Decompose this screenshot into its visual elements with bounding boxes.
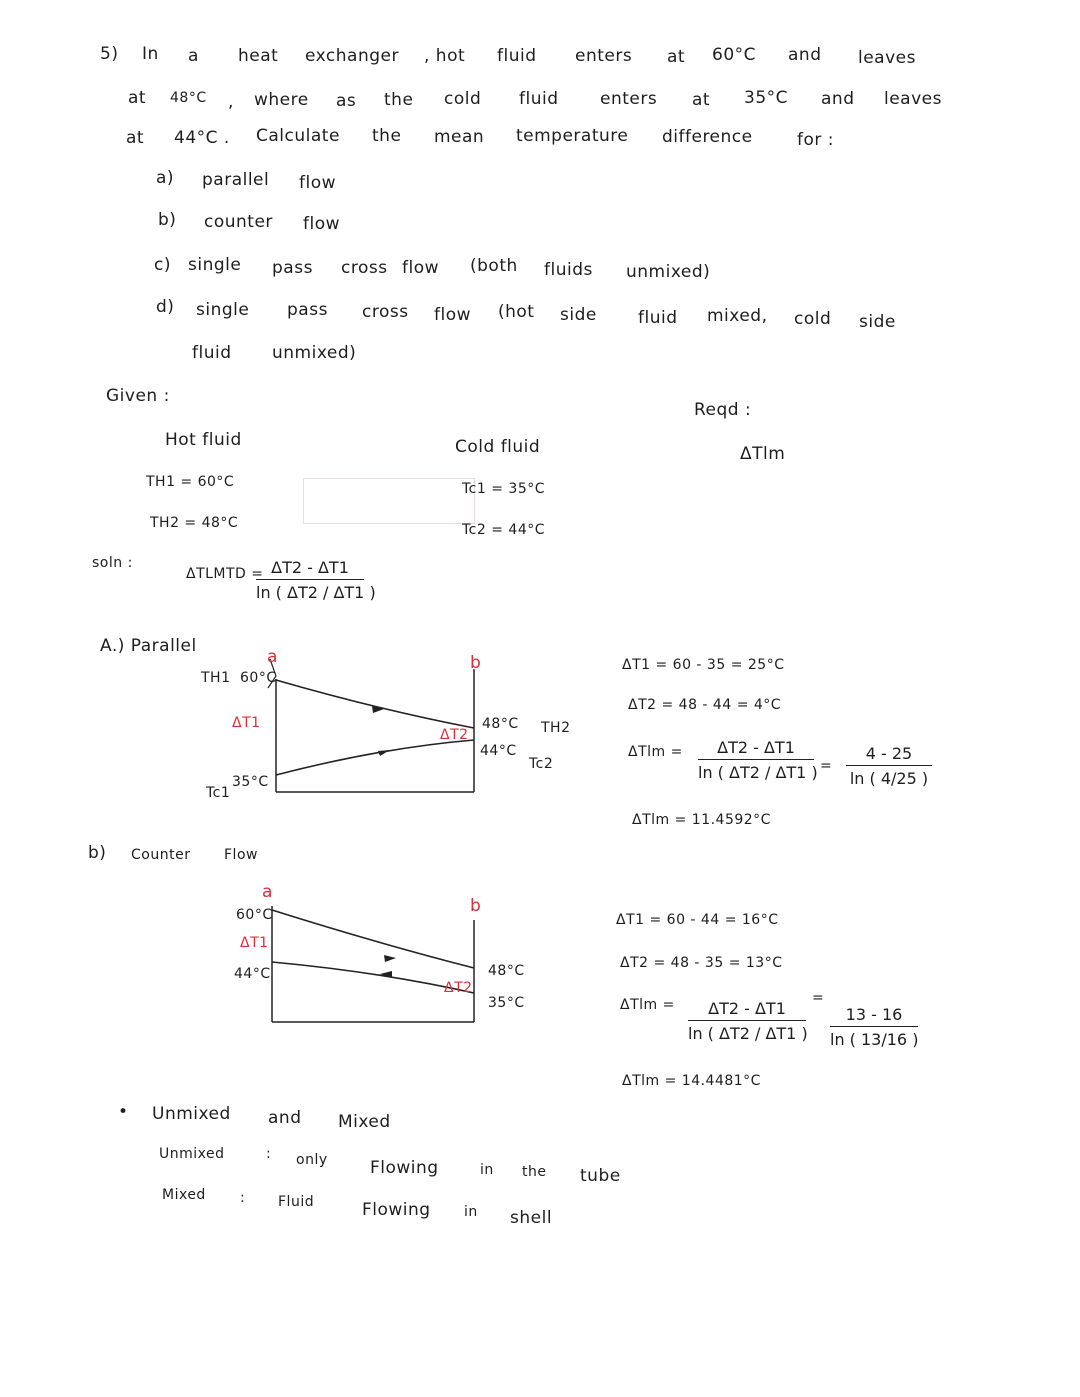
option-label: b) <box>158 210 177 230</box>
option-word: single <box>188 255 242 275</box>
unmixed-word: Flowing <box>370 1158 439 1178</box>
note-heading-word: and <box>268 1108 302 1128</box>
problem-word: mean <box>434 127 485 147</box>
parallel-dt2-label: ΔT2 <box>440 727 469 743</box>
note-heading-word: Mixed <box>338 1112 391 1132</box>
counter-label: b) <box>88 843 107 863</box>
required-value: ΔTlm <box>740 444 786 464</box>
option-label: a) <box>156 168 175 188</box>
hot-outlet-temp: TH2 = 48°C <box>150 515 239 531</box>
parallel-point-b: b <box>470 653 482 673</box>
mixed-colon: : <box>240 1190 246 1206</box>
problem-number: 5) <box>100 44 119 64</box>
lmtd-numerator: ΔT2 - ΔT1 <box>256 558 364 580</box>
problem-word: fluid <box>519 89 559 109</box>
solution-label: soln : <box>92 555 133 571</box>
counter-44c: 44°C <box>234 966 271 982</box>
parallel-result: ΔTlm = 11.4592°C <box>632 812 771 828</box>
option-word: fluid <box>192 343 232 363</box>
option-word: pass <box>272 258 313 278</box>
problem-word: the <box>384 90 414 110</box>
option-word: single <box>196 300 250 320</box>
option-word: flow <box>299 173 337 193</box>
cold-outlet-temp: Tc2 = 44°C <box>462 522 545 538</box>
parallel-44c: 44°C <box>480 743 517 759</box>
counter-lm-fraction <box>688 999 806 1043</box>
option-word: mixed, <box>707 306 768 326</box>
problem-word: 44°C . <box>174 128 230 148</box>
option-word: flow <box>434 305 472 325</box>
problem-word: heat <box>238 46 279 66</box>
counter-lm-fraction-values <box>830 1005 918 1049</box>
counter-35c: 35°C <box>488 995 525 1011</box>
parallel-lm-numerator-values: 4 - 25 <box>846 744 932 766</box>
counter-point-b: b <box>470 896 482 916</box>
counter-heading-flow: Flow <box>224 847 258 863</box>
option-word: unmixed) <box>626 262 711 282</box>
parallel-calc-dt1: ΔT1 = 60 - 35 = 25°C <box>622 657 785 673</box>
problem-word: and <box>821 89 855 109</box>
parallel-point-a: a <box>267 647 278 667</box>
problem-word: , <box>228 92 234 112</box>
parallel-35c: 35°C <box>232 774 269 790</box>
counter-lm-numerator-values: 13 - 16 <box>830 1005 918 1027</box>
problem-word: for : <box>797 130 835 150</box>
option-word: cold <box>794 309 832 329</box>
counter-calc-dt2: ΔT2 = 48 - 35 = 13°C <box>620 955 783 971</box>
option-word: side <box>859 312 896 332</box>
unmixed-colon: : <box>266 1146 272 1162</box>
unmixed-word: only <box>296 1152 328 1168</box>
option-word: parallel <box>202 170 270 190</box>
problem-word: and <box>788 45 822 65</box>
mixed-word: Flowing <box>362 1200 431 1220</box>
counter-60c: 60°C <box>236 907 273 923</box>
parallel-heading: A.) Parallel <box>100 636 197 656</box>
problem-word: at <box>667 47 686 67</box>
parallel-dt1-label: ΔT1 <box>232 715 261 731</box>
problem-word: 60°C <box>712 45 757 65</box>
counter-equals: = <box>812 990 825 1006</box>
option-word: fluids <box>544 260 593 280</box>
problem-word: where <box>254 90 309 110</box>
option-word: pass <box>287 300 328 320</box>
problem-word: leaves <box>884 89 942 109</box>
option-word: flow <box>303 214 341 234</box>
counter-result: ΔTlm = 14.4481°C <box>622 1073 761 1089</box>
lmtd-lhs: ΔTLMTD = <box>186 566 264 582</box>
problem-word: Calculate <box>256 126 340 146</box>
problem-word: at <box>128 88 147 108</box>
parallel-lm-denominator: ln ( ΔT2 / ΔT1 ) <box>698 763 818 782</box>
option-word: (hot <box>498 302 535 322</box>
problem-word: In <box>142 44 159 64</box>
option-word: cross <box>341 258 388 278</box>
counter-point-a: a <box>262 882 273 902</box>
counter-lm-lhs: ΔTlm = <box>620 997 675 1013</box>
unmixed-word: tube <box>580 1166 621 1186</box>
cold-fluid-title: Cold fluid <box>455 437 541 457</box>
problem-word: a <box>188 46 199 66</box>
parallel-equals: = <box>820 758 833 774</box>
mixed-word: in <box>464 1204 478 1220</box>
counter-hot-curve <box>272 910 474 968</box>
counter-dt1-label: ΔT1 <box>240 935 269 951</box>
option-word: unmixed) <box>272 343 357 363</box>
parallel-lm-numerator: ΔT2 - ΔT1 <box>698 738 814 760</box>
option-word: (both <box>470 256 518 276</box>
mixed-label: Mixed <box>162 1187 206 1203</box>
option-word: side <box>560 305 597 325</box>
problem-word: temperature <box>516 126 629 146</box>
option-label: c) <box>154 255 171 275</box>
problem-word: at <box>126 128 145 148</box>
parallel-calc-dt2: ΔT2 = 48 - 44 = 4°C <box>628 697 782 713</box>
unmixed-word: in <box>480 1162 494 1178</box>
option-word: fluid <box>638 308 678 328</box>
counter-lm-denominator: ln ( ΔT2 / ΔT1 ) <box>688 1024 808 1043</box>
parallel-48c: 48°C <box>482 716 519 732</box>
unmixed-word: the <box>522 1164 547 1180</box>
counter-hot-arrow <box>384 955 396 962</box>
counter-lm-denominator-values: ln ( 13/16 ) <box>830 1030 919 1049</box>
problem-word: 48°C <box>170 90 207 106</box>
problem-word: difference <box>662 127 753 147</box>
hot-inlet-temp: TH1 = 60°C <box>146 474 235 490</box>
counter-lm-numerator: ΔT2 - ΔT1 <box>688 999 806 1021</box>
problem-word: cold <box>444 89 482 109</box>
problem-word: the <box>372 126 402 146</box>
problem-word: exchanger <box>305 46 399 66</box>
problem-word: leaves <box>858 48 916 68</box>
cold-inlet-temp: Tc1 = 35°C <box>462 481 545 497</box>
problem-word: at <box>692 90 711 110</box>
problem-word: fluid <box>497 46 537 66</box>
mixed-word: Fluid <box>278 1194 315 1210</box>
counter-calc-dt1: ΔT1 = 60 - 44 = 16°C <box>616 912 779 928</box>
note-bullet: • <box>118 1102 129 1122</box>
parallel-60c: 60°C <box>240 670 277 686</box>
parallel-tc1-label: Tc1 <box>206 785 231 801</box>
counter-48c: 48°C <box>488 963 525 979</box>
required-heading: Reqd : <box>694 400 752 420</box>
counter-heading: Counter <box>131 847 191 863</box>
lmtd-denominator: ln ( ΔT2 / ΔT1 ) <box>256 583 376 602</box>
given-heading: Given : <box>106 386 170 406</box>
problem-word: enters <box>575 46 633 66</box>
option-word: cross <box>362 302 409 322</box>
parallel-lm-denominator-values: ln ( 4/25 ) <box>849 769 929 788</box>
parallel-th1-label: TH1 <box>201 670 231 686</box>
problem-word: 35°C <box>744 88 789 108</box>
problem-word: , hot <box>424 46 466 66</box>
unmixed-label: Unmixed <box>159 1146 225 1162</box>
option-word: counter <box>204 212 273 232</box>
hot-fluid-title: Hot fluid <box>165 430 242 450</box>
option-label: d) <box>156 297 175 317</box>
mixed-word: shell <box>510 1208 553 1228</box>
problem-word: enters <box>600 89 658 109</box>
parallel-lm-lhs: ΔTlm = <box>628 744 683 760</box>
option-word: flow <box>402 258 440 278</box>
counter-dt2-label: ΔT2 <box>444 980 473 996</box>
note-heading-word: Unmixed <box>152 1104 231 1124</box>
problem-word: as <box>336 91 357 111</box>
parallel-th2-label: TH2 <box>541 720 571 736</box>
parallel-tc2-label: Tc2 <box>529 756 554 772</box>
